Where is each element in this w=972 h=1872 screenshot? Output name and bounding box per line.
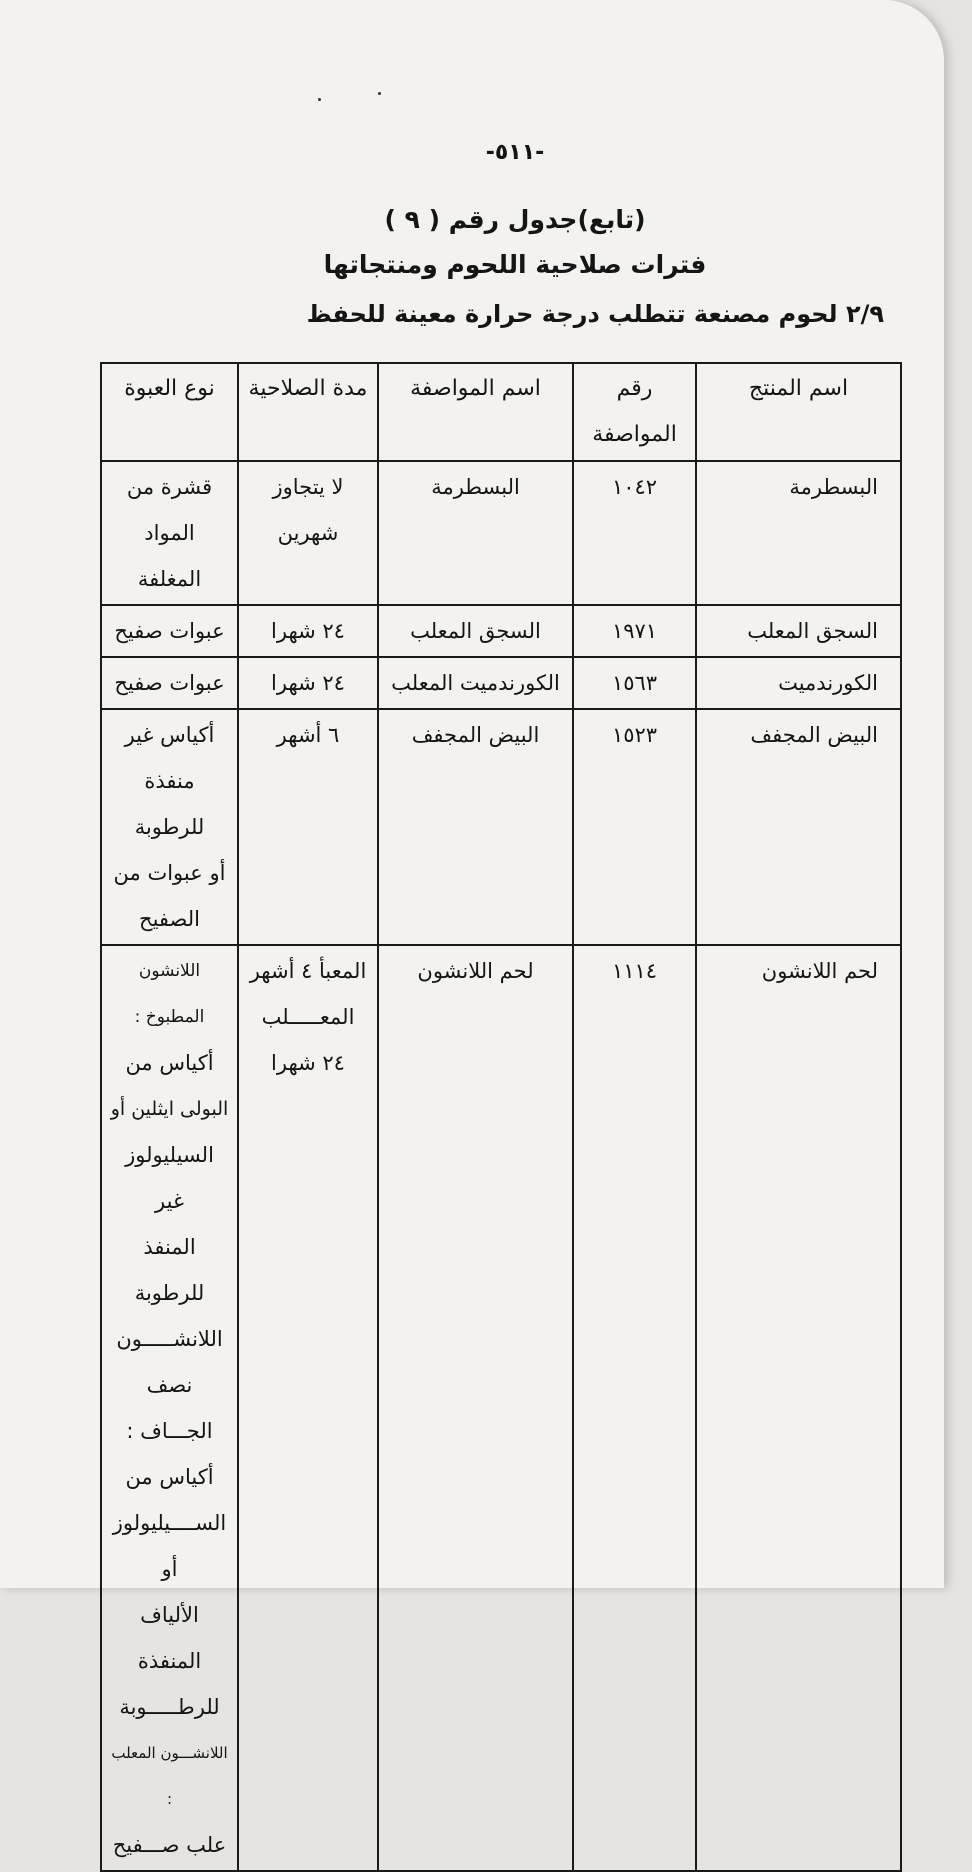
print-speck bbox=[318, 98, 321, 101]
cell-line: للرطـــــوبة bbox=[119, 1695, 220, 1719]
cell-packaging bbox=[101, 945, 238, 1871]
cell-line: نصف الجـــاف : bbox=[126, 1373, 213, 1443]
cell-spec-number: ١٩٧١ bbox=[573, 605, 696, 657]
cell-shelf-life bbox=[238, 461, 378, 605]
cell-line: علب صـــفيح bbox=[112, 1833, 227, 1857]
cell-spec-number: ١٠٤٢ bbox=[573, 461, 696, 605]
cell-line: اللانشون المطبوخ : bbox=[134, 961, 205, 1027]
cell-line: أو عبوات من bbox=[113, 861, 226, 885]
cell-spec-name: البيض المجفف bbox=[378, 709, 573, 945]
table-row bbox=[101, 461, 901, 605]
cell-spec-name: الكورندميت المعلب bbox=[378, 657, 573, 709]
table-row bbox=[101, 945, 901, 1871]
cell-line: الســــيليولوز أو bbox=[112, 1511, 227, 1581]
cell-spec-number: ١٥٦٣ bbox=[573, 657, 696, 709]
table-header-row bbox=[101, 363, 901, 461]
cell-line: منفذة للرطوبة bbox=[134, 769, 205, 839]
cell-shelf-life bbox=[238, 709, 378, 945]
cell-line: الألياف المنفذة bbox=[137, 1603, 202, 1673]
cell-shelf-life bbox=[238, 945, 378, 1871]
print-speck bbox=[378, 92, 381, 95]
page-number: -٥١١- bbox=[485, 140, 545, 165]
cell-line: المنفذ للرطوبة bbox=[134, 1235, 205, 1305]
table-title: (تابع)جدول رقم ( ٩ ) bbox=[384, 205, 646, 234]
header-shelf-life: مدة الصلاحية bbox=[238, 363, 378, 461]
cell-product: السجق المعلب bbox=[696, 605, 901, 657]
cell-line: عبوات صفيح bbox=[114, 671, 225, 695]
table-subtitle: فترات صلاحية اللحوم ومنتجاتها bbox=[323, 250, 707, 279]
cell-line: ٢٤ شهرا bbox=[271, 1051, 345, 1075]
cell-product: البيض المجفف bbox=[696, 709, 901, 945]
cell-line: ٦ أشهر bbox=[276, 723, 340, 747]
cell-line: أكياس من bbox=[125, 1465, 214, 1489]
cell-line: ٢٤ شهرا bbox=[271, 619, 345, 643]
cell-line: المعبأ ٤ أشهر bbox=[249, 959, 367, 983]
cell-line: أكياس غير bbox=[124, 723, 215, 747]
cell-line: أكياس من bbox=[125, 1051, 214, 1075]
cell-spec-number: ١١١٤ bbox=[573, 945, 696, 1871]
cell-line: اللانشـــون المعلب : bbox=[111, 1744, 228, 1808]
table-row bbox=[101, 709, 901, 945]
table-row bbox=[101, 605, 901, 657]
cell-line: المعـــــلب bbox=[261, 1005, 355, 1029]
header-product: اسم المنتج bbox=[696, 363, 901, 461]
cell-line: شهرين bbox=[277, 521, 339, 545]
cell-line: لا يتجاوز bbox=[272, 475, 344, 499]
cell-product: الكورندميت bbox=[696, 657, 901, 709]
cell-spec-name: لحم اللانشون bbox=[378, 945, 573, 1871]
cell-line: ٢٤ شهرا bbox=[271, 671, 345, 695]
cell-product: البسطرمة bbox=[696, 461, 901, 605]
cell-line: السيليولوز غير bbox=[125, 1143, 214, 1213]
cell-packaging bbox=[101, 709, 238, 945]
cell-spec-name: البسطرمة bbox=[378, 461, 573, 605]
cell-shelf-life bbox=[238, 657, 378, 709]
cell-line: البولى ايثلين أو bbox=[110, 1098, 229, 1120]
header-spec-name: اسم المواصفة bbox=[378, 363, 573, 461]
cell-spec-number: ١٥٢٣ bbox=[573, 709, 696, 945]
cell-packaging bbox=[101, 657, 238, 709]
table-row bbox=[101, 657, 901, 709]
cell-spec-name: السجق المعلب bbox=[378, 605, 573, 657]
cell-line: المغلفة bbox=[137, 567, 202, 591]
cell-shelf-life bbox=[238, 605, 378, 657]
cell-product: لحم اللانشون bbox=[696, 945, 901, 1871]
cell-line: اللانشـــــون bbox=[116, 1327, 223, 1351]
cell-packaging bbox=[101, 605, 238, 657]
shelf-life-table bbox=[100, 362, 902, 1872]
section-heading: ٢/٩ لحوم مصنعة تتطلب درجة حرارة معينة للحفظ bbox=[306, 300, 884, 328]
cell-line: قشرة من المواد bbox=[126, 475, 213, 545]
cell-line: عبوات صفيح bbox=[114, 619, 225, 643]
cell-line: الصفيح bbox=[139, 907, 200, 931]
header-packaging: نوع العبوة bbox=[101, 363, 238, 461]
header-spec-number: رقم المواصفة bbox=[573, 363, 696, 461]
cell-packaging bbox=[101, 461, 238, 605]
